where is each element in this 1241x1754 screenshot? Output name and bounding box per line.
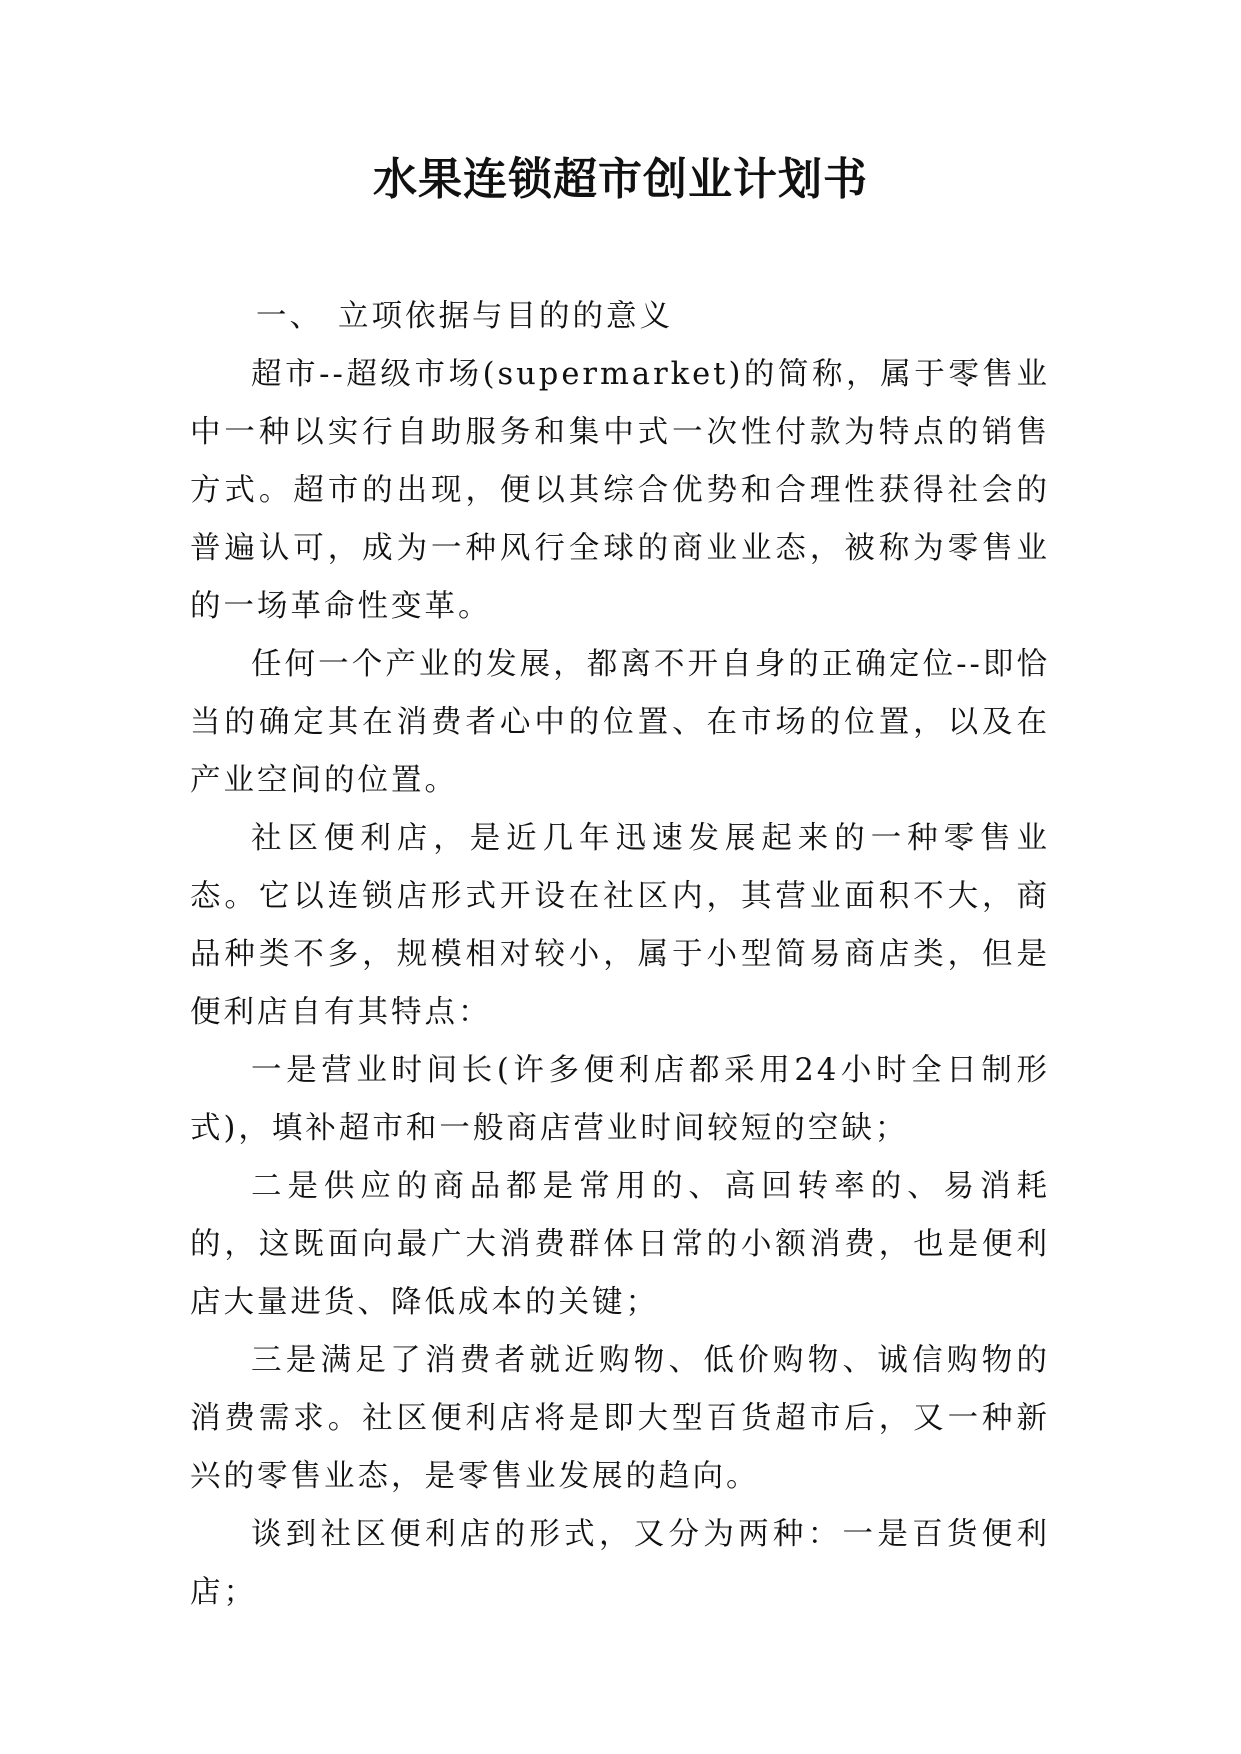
paragraph: 谈到社区便利店的形式，又分为两种：一是百货便利店； bbox=[190, 1517, 1050, 1610]
section-heading bbox=[190, 288, 1050, 346]
paragraph: 任何一个产业的发展，都离不开自身的正确定位--即恰当的确定其在消费者心中的位置、在市场的位置，以及在产业空间的位置。 bbox=[190, 647, 1050, 798]
paragraph: 社区便利店，是近几年迅速发展起来的一种零售业态。它以连锁店形式开设在社区内，其营业面积不大，商品种类不多，规模相对较小，属于小型简易商店类，但是便利店自有其特点： bbox=[190, 821, 1050, 1030]
paragraph: 二是供应的商品都是常用的、高回转率的、易消耗的，这既面向最广大消费群体日常的小额消费，也是便利店大量进货、降低成本的关键； bbox=[190, 1169, 1050, 1320]
section-number: 一、 bbox=[256, 299, 323, 334]
section-heading-text: 立项依据与目的的意义 bbox=[338, 299, 673, 334]
document-title: 水果连锁超市创业计划书 bbox=[373, 154, 868, 205]
paragraph: 三是满足了消费者就近购物、低价购物、诚信购物的消费需求。社区便利店将是即大型百货超市后，又一种新兴的零售业态，是零售业发展的趋向。 bbox=[190, 1343, 1050, 1494]
paragraph: 超市--超级市场(supermarket)的简称，属于零售业中一种以实行自助服务和集中式一次性付款为特点的销售方式。超市的出现，便以其综合优势和合理性获得社会的普遍认可，成为一种风行全球的商业业态，被称为零售业的一场革命性变革。 bbox=[190, 357, 1050, 624]
document-body bbox=[190, 288, 1050, 1622]
paragraph: 一是营业时间长(许多便利店都采用24小时全日制形式)，填补超市和一般商店营业时间较短的空缺； bbox=[190, 1053, 1050, 1146]
